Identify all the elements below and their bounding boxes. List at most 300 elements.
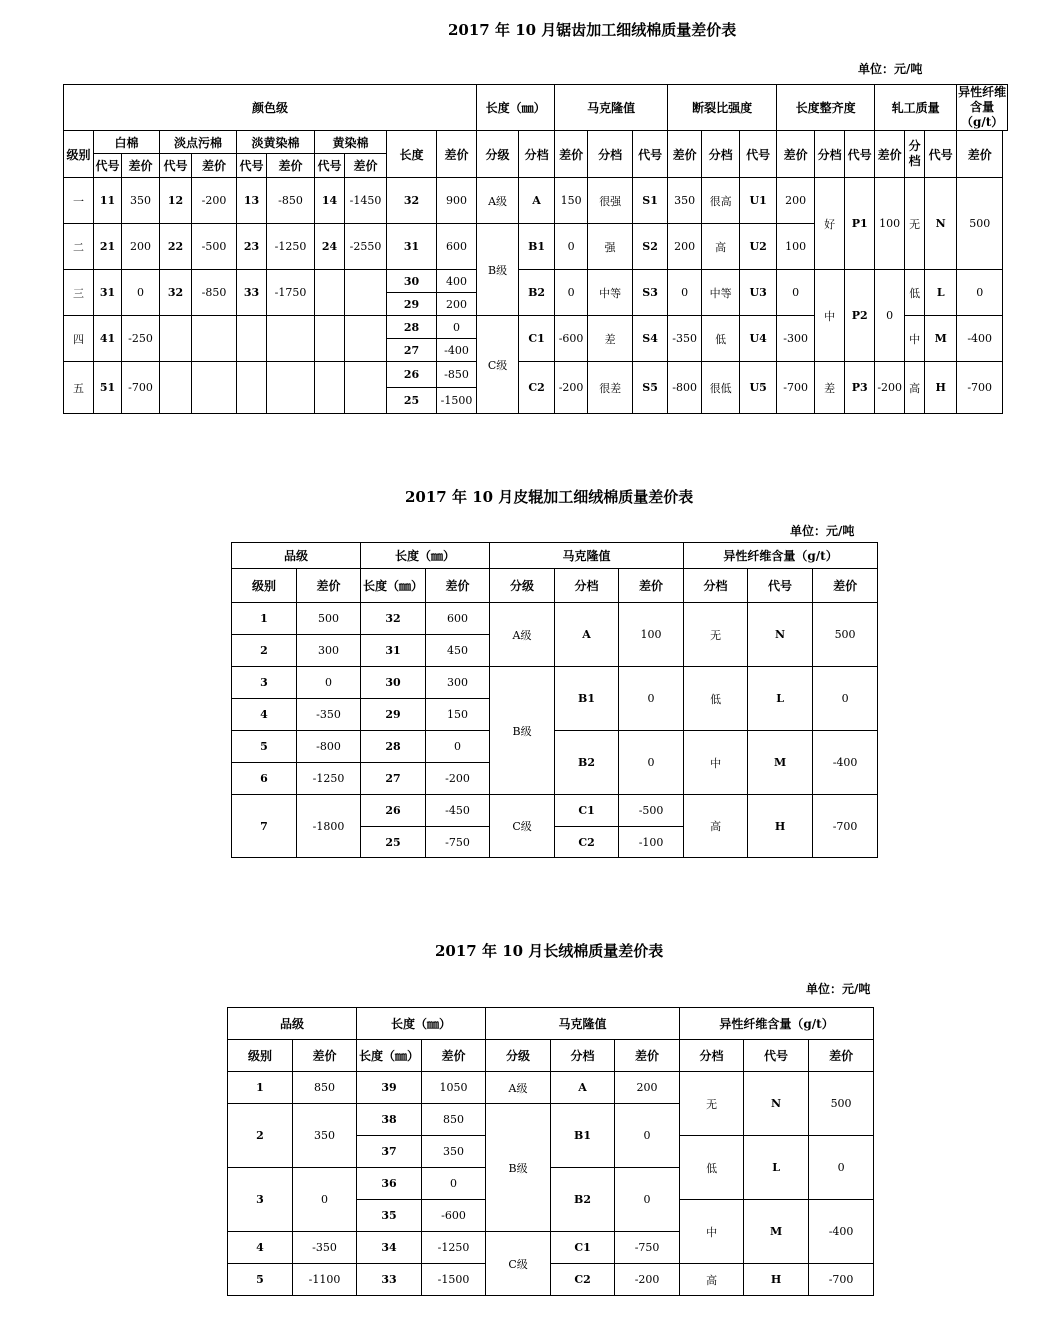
table1-sawgin-upland-cotton bbox=[63, 84, 1008, 414]
empty-cell bbox=[315, 362, 345, 414]
empty-cell bbox=[160, 316, 192, 362]
mic-fendang: B2 bbox=[519, 270, 555, 316]
length-cell: 27 bbox=[361, 763, 426, 795]
mic-fendang: B1 bbox=[555, 667, 619, 731]
ginning-grade: 差 bbox=[815, 362, 845, 414]
hdr-code: 代号 bbox=[633, 131, 668, 178]
mic-fendang: C2 bbox=[519, 362, 555, 414]
code-cell: N bbox=[744, 1072, 809, 1136]
diff-cell: 0 bbox=[875, 270, 905, 362]
diff-cell: -1250 bbox=[267, 224, 315, 270]
length-cell: 31 bbox=[361, 635, 426, 667]
diff-cell: 200 bbox=[777, 178, 815, 224]
code-cell: S1 bbox=[633, 178, 668, 224]
diff-cell: 100 bbox=[619, 603, 684, 667]
diff-cell: 600 bbox=[426, 603, 490, 635]
code-cell: 24 bbox=[315, 224, 345, 270]
hdr-code: 代号 bbox=[740, 131, 777, 178]
hdr-code: 代号 bbox=[748, 569, 813, 603]
length-cell: 32 bbox=[387, 178, 437, 224]
foreign-grade: 低 bbox=[680, 1136, 744, 1200]
length-cell: 35 bbox=[357, 1200, 422, 1232]
strength-grade: 很强 bbox=[588, 178, 633, 224]
diff-cell: -700 bbox=[813, 795, 878, 858]
code-cell: L bbox=[925, 270, 957, 316]
mic-fendang: C1 bbox=[555, 795, 619, 827]
hdr-diff: 差价 bbox=[293, 1040, 357, 1072]
diff-cell: -350 bbox=[293, 1232, 357, 1264]
length-cell: 30 bbox=[361, 667, 426, 699]
diff-cell: -200 bbox=[615, 1264, 680, 1296]
foreign-grade: 高 bbox=[680, 1264, 744, 1296]
code-cell: U1 bbox=[740, 178, 777, 224]
code-cell: S4 bbox=[633, 316, 668, 362]
strength-grade: 差 bbox=[588, 316, 633, 362]
mic-fendang: B2 bbox=[551, 1168, 615, 1232]
empty-cell bbox=[192, 316, 237, 362]
grade-cell: 4 bbox=[228, 1232, 293, 1264]
diff-cell: 400 bbox=[437, 270, 477, 293]
diff-cell: 0 bbox=[426, 731, 490, 763]
length-cell: 29 bbox=[387, 293, 437, 316]
hdr-grade: 级别 bbox=[232, 569, 297, 603]
diff-cell: -400 bbox=[957, 316, 1003, 362]
empty-cell bbox=[345, 316, 387, 362]
table3-title: 2017 年 10 月长绒棉质量差价表 bbox=[435, 942, 664, 960]
uniformity-grade: 高 bbox=[702, 224, 740, 270]
table-row bbox=[64, 270, 1008, 293]
hdr-diff: 差价 bbox=[875, 131, 905, 178]
empty-cell bbox=[267, 362, 315, 414]
length-cell: 38 bbox=[357, 1104, 422, 1136]
hdr-code: 代号 bbox=[925, 131, 957, 178]
code-cell: M bbox=[748, 731, 813, 795]
hdr-ginning: 轧工质量 bbox=[875, 85, 957, 131]
grade-cell: 2 bbox=[228, 1104, 293, 1168]
table-row bbox=[228, 1072, 874, 1104]
mic-fenji: A级 bbox=[486, 1072, 551, 1104]
code-cell: H bbox=[925, 362, 957, 414]
length-cell: 32 bbox=[361, 603, 426, 635]
hdr-code: 代号 bbox=[845, 131, 875, 178]
code-cell: 11 bbox=[94, 178, 122, 224]
uniformity-grade: 很低 bbox=[702, 362, 740, 414]
hdr-fendang: 分档 bbox=[555, 569, 619, 603]
hdr-diff: 差价 bbox=[615, 1040, 680, 1072]
length-cell: 26 bbox=[387, 362, 437, 388]
mic-fenji: A级 bbox=[477, 178, 519, 224]
diff-cell: -200 bbox=[426, 763, 490, 795]
diff-cell: -1100 bbox=[293, 1264, 357, 1296]
diff-cell: 0 bbox=[293, 1168, 357, 1232]
code-cell: H bbox=[748, 795, 813, 858]
diff-cell: 200 bbox=[668, 224, 702, 270]
hdr-micronaire: 马克隆值 bbox=[486, 1008, 680, 1040]
diff-cell: 500 bbox=[809, 1072, 874, 1136]
diff-cell: 0 bbox=[122, 270, 160, 316]
diff-cell: -1800 bbox=[297, 795, 361, 858]
grade-cell: 一 bbox=[64, 178, 94, 224]
length-cell: 39 bbox=[357, 1072, 422, 1104]
hdr-diff: 差价 bbox=[957, 131, 1003, 178]
mic-fendang: C2 bbox=[551, 1264, 615, 1296]
hdr-foreign-fiber: 异性纤维含量（g/t） bbox=[680, 1008, 874, 1040]
diff-cell: -200 bbox=[192, 178, 237, 224]
diff-cell: 450 bbox=[426, 635, 490, 667]
hdr-pinji: 品级 bbox=[228, 1008, 357, 1040]
diff-cell: -2550 bbox=[345, 224, 387, 270]
diff-cell: 0 bbox=[422, 1168, 486, 1200]
foreign-grade: 中 bbox=[684, 731, 748, 795]
empty-cell bbox=[160, 362, 192, 414]
table1-unit: 单位：元/吨 bbox=[858, 62, 923, 76]
code-cell: U2 bbox=[740, 224, 777, 270]
code-cell: 41 bbox=[94, 316, 122, 362]
mic-fenji: C级 bbox=[490, 795, 555, 858]
hdr-micronaire: 马克隆值 bbox=[555, 85, 668, 131]
length-cell: 28 bbox=[361, 731, 426, 763]
code-cell: 21 bbox=[94, 224, 122, 270]
hdr-fendang: 分档 bbox=[702, 131, 740, 178]
length-cell: 29 bbox=[361, 699, 426, 731]
diff-cell: -700 bbox=[957, 362, 1003, 414]
diff-cell: 100 bbox=[777, 224, 815, 270]
code-cell: S3 bbox=[633, 270, 668, 316]
code-cell: 12 bbox=[160, 178, 192, 224]
diff-cell: -600 bbox=[555, 316, 588, 362]
diff-cell: -350 bbox=[297, 699, 361, 731]
hdr-fendang: 分档 bbox=[551, 1040, 615, 1072]
code-cell: N bbox=[925, 178, 957, 270]
hdr-code: 代号 bbox=[94, 154, 122, 178]
diff-cell: -1450 bbox=[345, 178, 387, 224]
diff-cell: -500 bbox=[192, 224, 237, 270]
diff-cell: -750 bbox=[615, 1232, 680, 1264]
diff-cell: -850 bbox=[267, 178, 315, 224]
diff-cell: -1250 bbox=[297, 763, 361, 795]
hdr-diff: 差价 bbox=[809, 1040, 874, 1072]
foreign-grade: 无 bbox=[905, 178, 925, 270]
diff-cell: -100 bbox=[619, 827, 684, 858]
diff-cell: 350 bbox=[293, 1104, 357, 1168]
code-cell: 31 bbox=[94, 270, 122, 316]
diff-cell: -850 bbox=[437, 362, 477, 388]
code-cell: M bbox=[744, 1200, 809, 1264]
foreign-grade: 无 bbox=[680, 1072, 744, 1136]
hdr-length-sub: 长度（㎜） bbox=[361, 569, 426, 603]
hdr-foreign-fiber: 异性纤维含量（g/t） bbox=[684, 543, 878, 569]
code-cell: S5 bbox=[633, 362, 668, 414]
diff-cell: -500 bbox=[619, 795, 684, 827]
code-cell: L bbox=[744, 1136, 809, 1200]
table1-title: 2017 年 10 月锯齿加工细绒棉质量差价表 bbox=[448, 21, 737, 39]
diff-cell: -700 bbox=[777, 362, 815, 414]
hdr-pinji: 品级 bbox=[232, 543, 361, 569]
hdr-diff: 差价 bbox=[192, 154, 237, 178]
hdr-diff: 差价 bbox=[267, 154, 315, 178]
diff-cell: 500 bbox=[297, 603, 361, 635]
length-cell: 28 bbox=[387, 316, 437, 339]
hdr-diff: 差价 bbox=[345, 154, 387, 178]
strength-grade: 很差 bbox=[588, 362, 633, 414]
hdr-uniformity: 长度整齐度 bbox=[777, 85, 875, 131]
diff-cell: 100 bbox=[875, 178, 905, 270]
table2-title: 2017 年 10 月皮辊加工细绒棉质量差价表 bbox=[405, 488, 694, 506]
hdr-yellow: 黄染棉 bbox=[315, 131, 387, 154]
uniformity-grade: 低 bbox=[702, 316, 740, 362]
hdr-micronaire: 马克隆值 bbox=[490, 543, 684, 569]
foreign-grade: 低 bbox=[684, 667, 748, 731]
diff-cell: 0 bbox=[957, 270, 1003, 316]
diff-cell: 150 bbox=[426, 699, 490, 731]
grade-cell: 7 bbox=[232, 795, 297, 858]
strength-grade: 中等 bbox=[588, 270, 633, 316]
hdr-diff: 差价 bbox=[422, 1040, 486, 1072]
grade-cell: 二 bbox=[64, 224, 94, 270]
mic-fenji: B级 bbox=[477, 224, 519, 316]
hdr-length: 长度（㎜） bbox=[357, 1008, 486, 1040]
diff-cell: 0 bbox=[668, 270, 702, 316]
length-cell: 36 bbox=[357, 1168, 422, 1200]
code-cell: P1 bbox=[845, 178, 875, 270]
mic-fenji: C级 bbox=[486, 1232, 551, 1296]
mic-fendang: B1 bbox=[551, 1104, 615, 1168]
diff-cell: -200 bbox=[875, 362, 905, 414]
empty-cell bbox=[315, 316, 345, 362]
mic-fenji: C级 bbox=[477, 316, 519, 414]
diff-cell: 1050 bbox=[422, 1072, 486, 1104]
diff-cell: -600 bbox=[422, 1200, 486, 1232]
mic-fendang: B2 bbox=[555, 731, 619, 795]
diff-cell: 350 bbox=[122, 178, 160, 224]
diff-cell: 200 bbox=[615, 1072, 680, 1104]
hdr-length-sub: 长度 bbox=[387, 131, 437, 178]
grade-cell: 6 bbox=[232, 763, 297, 795]
ginning-grade: 中 bbox=[815, 270, 845, 362]
hdr-length-sub: 长度（㎜） bbox=[357, 1040, 422, 1072]
table-row bbox=[232, 795, 878, 827]
diff-cell: -300 bbox=[777, 316, 815, 362]
diff-cell: 350 bbox=[668, 178, 702, 224]
length-cell: 25 bbox=[387, 388, 437, 414]
hdr-diff: 差价 bbox=[122, 154, 160, 178]
diff-cell: 0 bbox=[619, 731, 684, 795]
diff-cell: -800 bbox=[297, 731, 361, 763]
foreign-grade: 中 bbox=[905, 316, 925, 362]
diff-cell: 600 bbox=[437, 224, 477, 270]
diff-cell: 0 bbox=[777, 270, 815, 316]
hdr-length: 长度（㎜） bbox=[361, 543, 490, 569]
diff-cell: -1500 bbox=[437, 388, 477, 414]
code-cell: 22 bbox=[160, 224, 192, 270]
diff-cell: -850 bbox=[192, 270, 237, 316]
grade-cell: 2 bbox=[232, 635, 297, 667]
hdr-grade: 级别 bbox=[228, 1040, 293, 1072]
hdr-diff: 差价 bbox=[668, 131, 702, 178]
hdr-code: 代号 bbox=[237, 154, 267, 178]
code-cell: P3 bbox=[845, 362, 875, 414]
hdr-light-yellow: 淡黄染棉 bbox=[237, 131, 315, 154]
diff-cell: 300 bbox=[297, 635, 361, 667]
empty-cell bbox=[345, 270, 387, 316]
foreign-grade: 无 bbox=[684, 603, 748, 667]
diff-cell: -400 bbox=[813, 731, 878, 795]
diff-cell: 0 bbox=[809, 1136, 874, 1200]
code-cell: 51 bbox=[94, 362, 122, 414]
code-cell: S2 bbox=[633, 224, 668, 270]
mic-fenji: A级 bbox=[490, 603, 555, 667]
empty-cell bbox=[237, 316, 267, 362]
hdr-diff: 差价 bbox=[619, 569, 684, 603]
grade-cell: 3 bbox=[228, 1168, 293, 1232]
diff-cell: -400 bbox=[437, 339, 477, 362]
code-cell: U5 bbox=[740, 362, 777, 414]
hdr-diff: 差价 bbox=[297, 569, 361, 603]
table-row bbox=[232, 667, 878, 699]
code-cell: U3 bbox=[740, 270, 777, 316]
empty-cell bbox=[345, 362, 387, 414]
diff-cell: -250 bbox=[122, 316, 160, 362]
uniformity-grade: 很高 bbox=[702, 178, 740, 224]
grade-cell: 五 bbox=[64, 362, 94, 414]
hdr-grade: 级别 bbox=[64, 131, 94, 178]
diff-cell: 500 bbox=[957, 178, 1003, 270]
hdr-light-spot: 淡点污棉 bbox=[160, 131, 237, 154]
table2-rollergin-upland-cotton bbox=[231, 542, 878, 858]
mic-fendang: C1 bbox=[519, 316, 555, 362]
foreign-grade: 低 bbox=[905, 270, 925, 316]
table-row bbox=[64, 178, 1008, 224]
uniformity-grade: 中等 bbox=[702, 270, 740, 316]
mic-fendang: C2 bbox=[555, 827, 619, 858]
empty-cell bbox=[267, 316, 315, 362]
length-cell: 33 bbox=[357, 1264, 422, 1296]
diff-cell: 200 bbox=[437, 293, 477, 316]
hdr-code: 代号 bbox=[744, 1040, 809, 1072]
foreign-grade: 高 bbox=[684, 795, 748, 858]
diff-cell: 0 bbox=[555, 224, 588, 270]
diff-cell: -800 bbox=[668, 362, 702, 414]
hdr-fendang: 分档 bbox=[680, 1040, 744, 1072]
diff-cell: 200 bbox=[122, 224, 160, 270]
grade-cell: 4 bbox=[232, 699, 297, 731]
diff-cell: 0 bbox=[813, 667, 878, 731]
mic-fendang: C1 bbox=[551, 1232, 615, 1264]
diff-cell: -700 bbox=[809, 1264, 874, 1296]
hdr-diff: 差价 bbox=[777, 131, 815, 178]
diff-cell: 0 bbox=[297, 667, 361, 699]
code-cell: 23 bbox=[237, 224, 267, 270]
hdr-fendang: 分档 bbox=[588, 131, 633, 178]
code-cell: N bbox=[748, 603, 813, 667]
hdr-fendang: 分档 bbox=[519, 131, 555, 178]
hdr-fenji: 分级 bbox=[477, 131, 519, 178]
length-cell: 37 bbox=[357, 1136, 422, 1168]
code-cell: 33 bbox=[237, 270, 267, 316]
code-cell: L bbox=[748, 667, 813, 731]
length-cell: 26 bbox=[361, 795, 426, 827]
code-cell: H bbox=[744, 1264, 809, 1296]
hdr-color-grade: 颜色级 bbox=[64, 85, 477, 131]
length-cell: 27 bbox=[387, 339, 437, 362]
foreign-grade: 高 bbox=[905, 362, 925, 414]
hdr-diff: 差价 bbox=[426, 569, 490, 603]
table2-unit: 单位：元/吨 bbox=[790, 524, 855, 538]
diff-cell: 350 bbox=[422, 1136, 486, 1168]
code-cell: 13 bbox=[237, 178, 267, 224]
empty-cell bbox=[315, 270, 345, 316]
foreign-grade: 中 bbox=[680, 1200, 744, 1264]
diff-cell: 900 bbox=[437, 178, 477, 224]
grade-cell: 1 bbox=[232, 603, 297, 635]
mic-fendang: A bbox=[519, 178, 555, 224]
code-cell: 14 bbox=[315, 178, 345, 224]
grade-cell: 5 bbox=[232, 731, 297, 763]
hdr-diff: 差价 bbox=[555, 131, 588, 178]
diff-cell: 0 bbox=[615, 1168, 680, 1232]
diff-cell: 0 bbox=[619, 667, 684, 731]
table-row bbox=[64, 362, 1008, 388]
diff-cell: 0 bbox=[615, 1104, 680, 1168]
hdr-fendang-vertical: 分 档 bbox=[905, 131, 925, 178]
hdr-fendang: 分档 bbox=[815, 131, 845, 178]
grade-cell: 三 bbox=[64, 270, 94, 316]
strength-grade: 强 bbox=[588, 224, 633, 270]
hdr-code: 代号 bbox=[315, 154, 345, 178]
hdr-length: 长度（㎜） bbox=[477, 85, 555, 131]
mic-fendang: A bbox=[555, 603, 619, 667]
hdr-white: 白棉 bbox=[94, 131, 160, 154]
diff-cell: -350 bbox=[668, 316, 702, 362]
diff-cell: 0 bbox=[555, 270, 588, 316]
mic-fenji: B级 bbox=[490, 667, 555, 795]
grade-cell: 5 bbox=[228, 1264, 293, 1296]
hdr-foreign-fiber: 异性纤维含量（g/t） bbox=[958, 85, 1007, 129]
diff-cell: -400 bbox=[809, 1200, 874, 1264]
diff-cell: -200 bbox=[555, 362, 588, 414]
hdr-fenji: 分级 bbox=[490, 569, 555, 603]
table3-extra-long-staple-cotton bbox=[227, 1007, 874, 1296]
grade-cell: 3 bbox=[232, 667, 297, 699]
hdr-fenji: 分级 bbox=[486, 1040, 551, 1072]
table-row bbox=[232, 603, 878, 635]
mic-fendang: B1 bbox=[519, 224, 555, 270]
grade-cell: 四 bbox=[64, 316, 94, 362]
hdr-diff: 差价 bbox=[437, 131, 477, 178]
diff-cell: 850 bbox=[422, 1104, 486, 1136]
diff-cell: 500 bbox=[813, 603, 878, 667]
hdr-diff: 差价 bbox=[813, 569, 878, 603]
hdr-code: 代号 bbox=[160, 154, 192, 178]
table-row bbox=[228, 1264, 874, 1296]
code-cell: U4 bbox=[740, 316, 777, 362]
diff-cell: -1500 bbox=[422, 1264, 486, 1296]
diff-cell: 150 bbox=[555, 178, 588, 224]
table-row bbox=[232, 731, 878, 763]
empty-cell bbox=[237, 362, 267, 414]
diff-cell: 300 bbox=[426, 667, 490, 699]
length-cell: 34 bbox=[357, 1232, 422, 1264]
diff-cell: 850 bbox=[293, 1072, 357, 1104]
length-cell: 25 bbox=[361, 827, 426, 858]
mic-fenji: B级 bbox=[486, 1104, 551, 1232]
hdr-strength: 断裂比强度 bbox=[668, 85, 777, 131]
code-cell: M bbox=[925, 316, 957, 362]
hdr-fendang: 分档 bbox=[684, 569, 748, 603]
diff-cell: -1750 bbox=[267, 270, 315, 316]
diff-cell: 0 bbox=[437, 316, 477, 339]
mic-fendang: A bbox=[551, 1072, 615, 1104]
